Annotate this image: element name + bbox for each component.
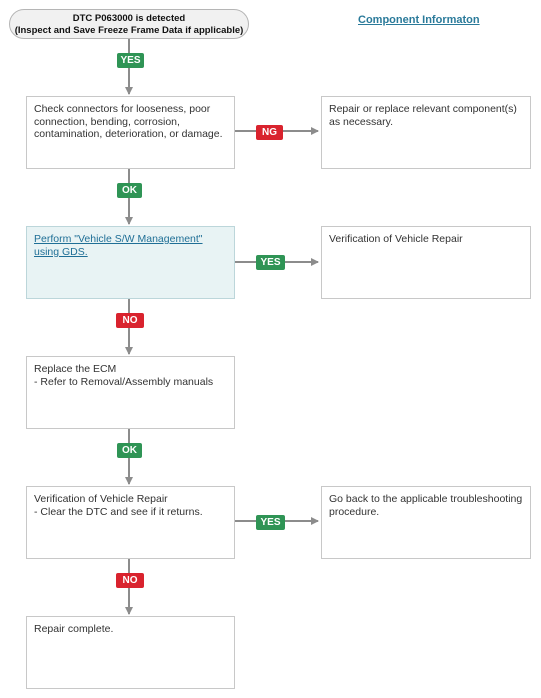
badge-yes-sw: YES: [256, 255, 285, 270]
component-information-link[interactable]: Component Informaton: [358, 14, 480, 26]
step-repair-replace: [321, 96, 531, 169]
step-verification-1: [321, 226, 531, 299]
step-replace-ecm: [26, 356, 235, 429]
step-repair-complete: [26, 616, 235, 689]
badge-yes-start: YES: [117, 53, 144, 68]
perform-sw-link[interactable]: Perform "Vehicle S/W Management" using GDS.: [34, 233, 203, 258]
badge-no-1: NO: [116, 313, 144, 328]
badge-ok-1: OK: [117, 183, 142, 198]
step-repair-replace-text: Repair or replace relevant component(s) as necessary.: [329, 103, 517, 128]
badge-ng: NG: [256, 125, 283, 140]
step-verification-2: [26, 486, 235, 559]
step-check-connectors: [26, 96, 235, 169]
replace-ecm-note: - Refer to Removal/Assembly manuals: [34, 375, 214, 388]
badge-ok-2: OK: [117, 443, 142, 458]
verification-2-note: - Clear the DTC and see if it returns.: [34, 505, 203, 518]
step-repair-complete-text: Repair complete.: [34, 623, 114, 635]
step-perform-sw: [26, 226, 235, 299]
start-node: [9, 9, 249, 39]
step-go-back: [321, 486, 531, 559]
replace-ecm-title: Replace the ECM: [34, 363, 117, 375]
badge-yes-verify: YES: [256, 515, 285, 530]
step-check-connectors-text: Check connectors for looseness, poor connection, bending, corrosion, contamination, deterioration, or damage.: [34, 103, 223, 140]
verification-2-title: Verification of Vehicle Repair: [34, 493, 168, 505]
step-verification-1-text: Verification of Vehicle Repair: [329, 233, 463, 245]
step-go-back-text: Go back to the applicable troubleshooting procedure.: [329, 493, 523, 518]
start-subtitle: (Inspect and Save Freeze Frame Data if applicable): [14, 25, 244, 36]
badge-no-2: NO: [116, 573, 144, 588]
start-title: DTC P063000 is detected: [72, 13, 186, 24]
